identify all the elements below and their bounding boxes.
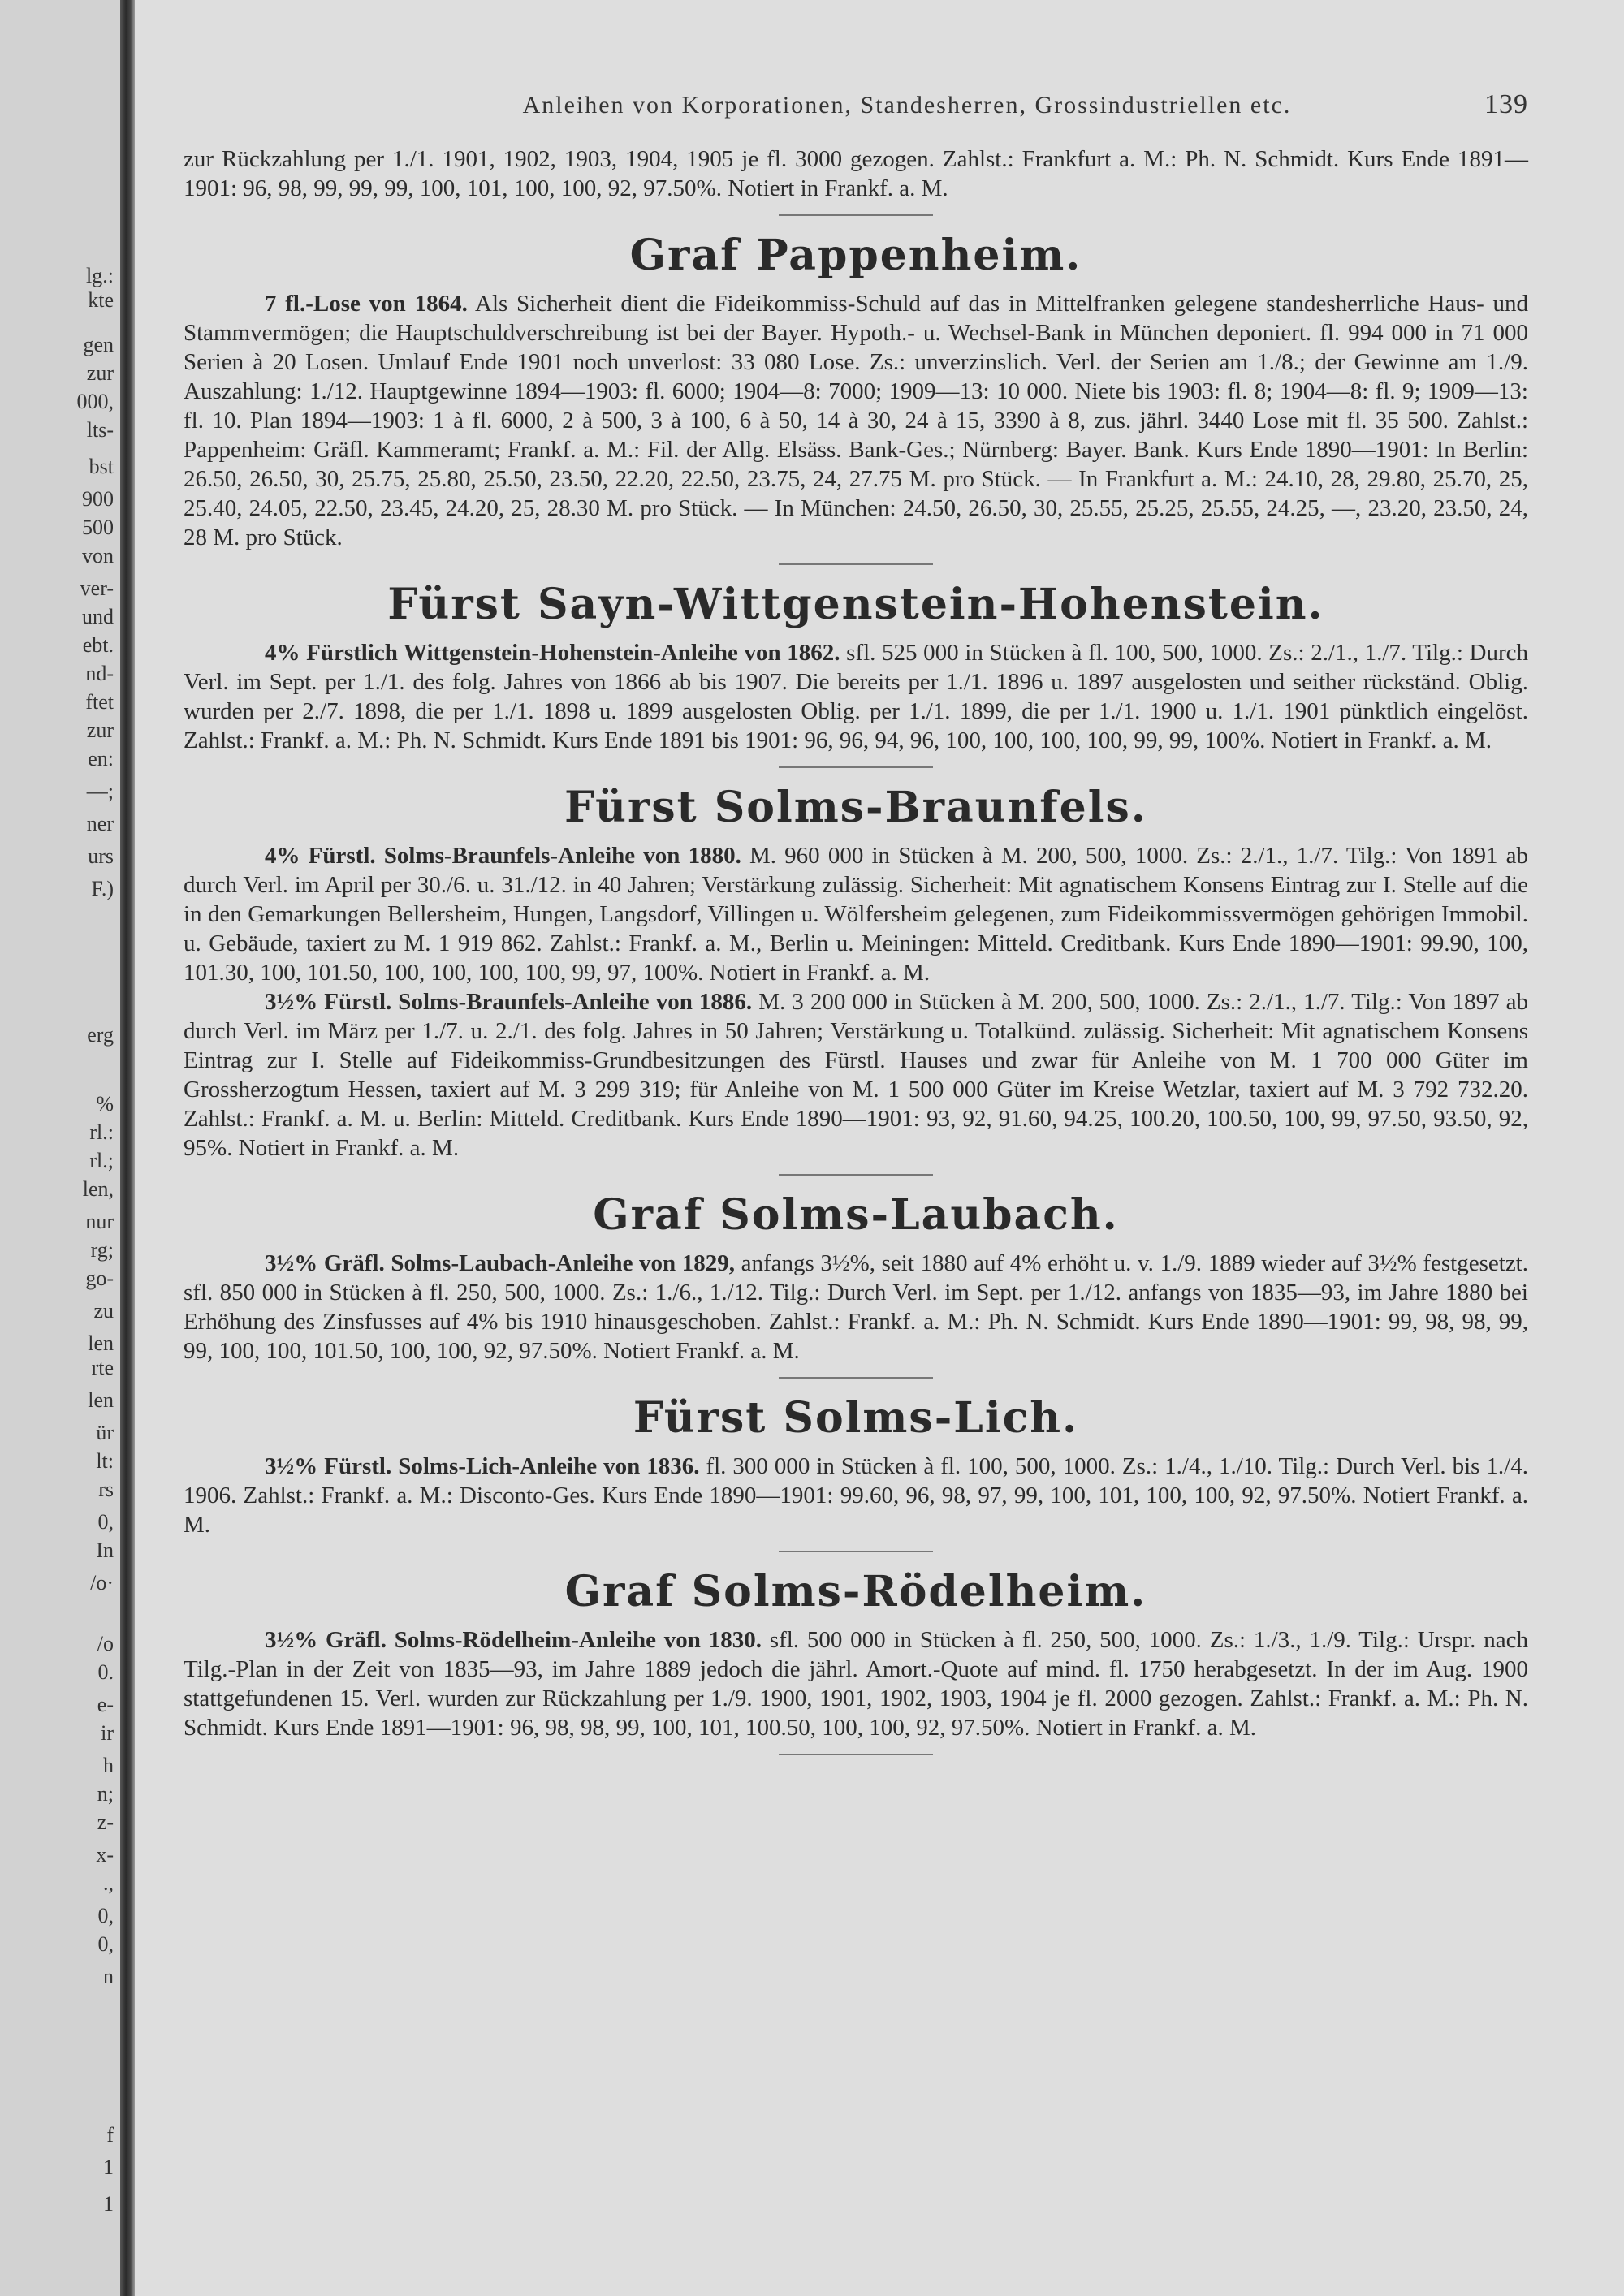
margin-fragment: 0.: [97, 1660, 114, 1684]
margin-fragment: kte: [88, 288, 114, 312]
loan-entry: [184, 289, 1528, 552]
margin-fragment: /o: [97, 1632, 114, 1655]
margin-fragment: und: [82, 605, 114, 628]
loan-details: M. 3 200 000 in Stücken à M. 200, 500, 1000. Zs.: 2./1., 1./7. Tilg.: Von 1897 ab durch Verl. im März per 1./7. u. 2./1. des folg. Jahres in 50 Jahren; Verstärkung u. Totalkünd. zulässig. Sicherheit: Mit agnatischem Konsens Eintrag zur I. Stelle auf Fideikommiss-Grundbesitzungen des Fürstl. Hauses und zwar für Anleihe von M. 1 700 000 Güter im Grossherzogtum Hessen, taxiert auf M. 3 299 319; für Anleihe von M. 1 500 000 Güter im Kreise Wetzlar, taxiert auf M. 3 792 732.20. Zahlst.: Frankf. a. M. u. Berlin: Mitteld. Creditbank. Kurs Ende 1890—1901: 93, 92, 91.60, 94.25, 100.20, 100.50, 100, 99, 97.50, 93.50, 92, 95%. Notiert in Frankf. a. M.: [184, 989, 1529, 1161]
margin-fragment: ür: [96, 1421, 114, 1444]
margin-fragment: go-: [85, 1267, 114, 1290]
margin-fragment: nd-: [85, 662, 114, 685]
loan-entry: [184, 1452, 1528, 1539]
sections-list: [184, 231, 1528, 1755]
section-divider: [779, 766, 933, 768]
margin-fragment: zur: [86, 719, 114, 742]
margin-fragment: ir: [101, 1721, 114, 1745]
margin-fragment: /o·: [90, 1571, 114, 1595]
loan-issue-title: 3½% Gräfl. Solms-Laubach-Anleihe von 1829,: [265, 1250, 736, 1276]
margin-fragment: urs: [88, 844, 114, 868]
loan-entry: [184, 638, 1528, 755]
loan-issue-title: 3½% Fürstl. Solms-Braunfels-Anleihe von 1886.: [265, 989, 753, 1015]
loan-issue-title: 3½% Fürstl. Solms-Lich-Anleihe von 1836.: [265, 1453, 700, 1479]
margin-fragment: .,: [103, 1871, 114, 1895]
section-heading: Fürst Sayn-Wittgenstein-Hohenstein.: [387, 580, 1324, 629]
previous-page-margin: [0, 0, 121, 2296]
loan-entry: [184, 1625, 1528, 1742]
margin-fragment: gen: [83, 333, 114, 356]
margin-fragment: ner: [86, 812, 114, 835]
margin-fragment: rl.;: [89, 1149, 114, 1172]
margin-fragment: n: [103, 1965, 114, 1988]
margin-fragment: x-: [96, 1843, 114, 1867]
section-heading: Fürst Solms-Braunfels.: [564, 783, 1147, 832]
loan-entry: [184, 1249, 1528, 1366]
margin-fragment: von: [82, 544, 114, 568]
loan-details: anfangs 3½%, seit 1880 auf 4% erhöht u. v. 1./9. 1889 wieder auf 3½% festgesetzt. sfl. 850 000 in Stücken à fl. 250, 500, 1000. Zs.: 1./6., 1./12. Tilg.: Durch Verl. im Sept. per 1./12. anfangs von 1835—93, im Jahre 1880 bei Erhöhung des Zinsfusses auf 4% bis 1910 hinausgeschoben. Zahlst.: Frankf. a. M.: Ph. N. Schmidt. Kurs Ende 1890—1901: 99, 98, 98, 99, 99, 100, 100, 101.50, 100, 100, 92, 97.50%. Notiert Frankf. a. M.: [184, 1250, 1528, 1364]
intro-paragraph: zur Rückzahlung per 1./1. 1901, 1902, 1903, 1904, 1905 je fl. 3000 gezogen. Zahlst.: Frankfurt a. M.: Ph. N. Schmidt. Kurs Ende 1891—1901: 96, 98, 99, 99, 99, 100, 101, 100, 100, 92, 97.50%. Notiert in Frankf. a. M.: [184, 146, 1528, 201]
margin-fragment: ebt.: [82, 633, 114, 657]
margin-fragment: 000,: [76, 390, 114, 413]
margin-fragment: f: [106, 2123, 114, 2147]
margin-fragment: In: [96, 1539, 114, 1562]
header-title: Anleihen von Korporationen, Standesherren, Grossindustriellen etc.: [522, 92, 1292, 119]
margin-fragment: nur: [85, 1210, 114, 1233]
margin-fragment: n;: [97, 1782, 114, 1806]
margin-fragment: 0,: [97, 1904, 114, 1927]
margin-fragment: rte: [91, 1356, 114, 1379]
margin-fragment: rl.:: [89, 1120, 114, 1144]
loan-details: Als Sicherheit dient die Fideikommiss-Schuld auf das in Mittelfranken gelegene standesherrliche Haus- und Stammvermögen; die Hauptschuldverschreibung ist bei der Bayer. Hypoth.- u. Wechsel-Bank in München deponiert. fl. 994 000 in 71 000 Serien à 20 Losen. Umlauf Ende 1901 noch unverlost: 33 080 Lose. Zs.: unverzinslich. Verl. der Serien am 1./8.; der Gewinne am 1./9. Auszahlung: 1./12. Hauptgewinne 1894—1903: fl. 6000; 1904—8: 7000; 1909—13: 10 000. Niete bis 1903: fl. 8; 1904—8: fl. 9; 1909—13: fl. 10. Plan 1894—1903: 1 à fl. 6000, 2 à 500, 3 à 100, 6 à 50, 14 à 30, 24 à 15, 3390 à 8, zus. jährl. 3440 Lose mit fl. 35 500. Zahlst.: Pappenheim: Gräfl. Kammeramt; Frankf. a. M.: Fil. der Allg. Elsäss. Bank-Ges.; Nürnberg: Bayer. Bank. Kurs Ende 1890—1901: In Berlin: 26.50, 26.50, 30, 25.75, 25.80, 25.50, 23.50, 22.20, 22.50, 23.75, 24, 27.75 M. pro Stück. — In Frankfurt a. M.: 24.10, 28, 29.80, 25.70, 25, 25.40, 24.05, 22.50, 23.45, 24.20, 25, 28.30 M. pro Stück. — In München: 24.50, 26.50, 30, 25.55, 25.25, 25.55, 24.25, —, 23.20, 23.50, 24, 28 M. pro Stück.: [184, 291, 1529, 550]
page-content: [184, 89, 1528, 1770]
margin-fragment: 900: [82, 487, 114, 511]
running-header: [184, 89, 1528, 120]
section-heading: Graf Solms-Rödelheim.: [564, 1567, 1147, 1616]
page-number: 139: [1484, 89, 1528, 119]
section-heading: Fürst Solms-Lich.: [633, 1393, 1079, 1443]
margin-fragment: len: [88, 1331, 114, 1355]
margin-fragment: rs: [98, 1478, 114, 1501]
margin-fragment: 1: [103, 2156, 114, 2179]
section-divider: [779, 1377, 933, 1379]
loan-issue-title: 4% Fürstlich Wittgenstein-Hohenstein-Anleihe von 1862.: [265, 640, 840, 666]
margin-fragment: h: [103, 1754, 114, 1777]
section-divider: [779, 214, 933, 216]
margin-fragment: F.): [91, 877, 114, 900]
book-gutter: [120, 0, 135, 2296]
margin-fragment: len: [88, 1388, 114, 1412]
margin-fragment: e-: [97, 1693, 114, 1716]
loan-details: sfl. 525 000 in Stücken à fl. 100, 500, 1000. Zs.: 2./1., 1./7. Tilg.: Durch Verl. im Sept. per 1./1. des folg. Jahres von 1866 ab bis 1907. Die bereits per 1./1. 1896 u. 1897 ausgelosten und seither rückständ. Oblig. wurden per 2./7. 1898, die per 1./1. 1898 u. 1899 ausgelosten Oblig. per 1./1. 1899, die per 1./1. 1900 u. 1./1. 1901 pünktlich eingelöst. Zahlst.: Frankf. a. M.: Ph. N. Schmidt. Kurs Ende 1891 bis 1901: 96, 96, 94, 96, 100, 100, 100, 100, 99, 99, 100%. Notiert in Frankf. a. M.: [184, 640, 1529, 753]
margin-fragment: lts-: [86, 418, 114, 442]
loan-entry: [184, 987, 1528, 1163]
margin-fragment: 500: [82, 516, 114, 539]
loan-entry: [184, 841, 1528, 987]
loan-issue-title: 7 fl.-Lose von 1864.: [265, 291, 468, 317]
document-page: [135, 0, 1624, 2296]
margin-fragment: ftet: [85, 690, 114, 714]
margin-fragment: —;: [86, 779, 114, 803]
section-heading: Graf Solms-Laubach.: [593, 1190, 1119, 1240]
loan-issue-title: 4% Fürstl. Solms-Braunfels-Anleihe von 1880.: [265, 843, 741, 869]
margin-fragment: en:: [88, 747, 114, 770]
margin-fragment: bst: [89, 455, 114, 478]
section-heading: Graf Pappenheim.: [629, 231, 1082, 280]
margin-fragment: rg;: [90, 1238, 114, 1262]
loan-details: sfl. 500 000 in Stücken à fl. 250, 500, 1000. Zs.: 1./3., 1./9. Tilg.: Urspr. nach Tilg.-Plan in der Zeit von 1835—93, im Jahre 1889 jedoch die jährl. Amort.-Quote auf mind. fl. 1750 herabgesetzt. In der im Aug. 1900 stattgefundenen 15. Verl. wurden zur Rückzahlung per 1./9. 1900, 1901, 1902, 1903, 1904 je fl. 2000 gezogen. Zahlst.: Frankf. a. M.: Ph. N. Schmidt. Kurs Ende 1891—1901: 96, 98, 98, 99, 100, 101, 100.50, 100, 100, 92, 97.50%. Notiert in Frankf. a. M.: [184, 1627, 1528, 1741]
margin-fragment: lg.:: [86, 264, 114, 287]
margin-fragment: %: [96, 1092, 114, 1116]
margin-fragment: erg: [87, 1023, 114, 1047]
section-divider: [779, 563, 933, 565]
loan-details: M. 960 000 in Stücken à M. 200, 500, 1000. Zs.: 2./1., 1./7. Tilg.: Von 1891 ab durch Verl. im April per 30./6. u. 31./12. in 40 Jahren; Verstärkung zulässig. Sicherheit: Mit agnatischem Konsens Eintrag zur I. Stelle auf die in den Gemarkungen Bellersheim, Hungen, Langsdorf, Villingen u. Wölfersheim gelegenen, zum Fideikommissvermögen gehörigen Immobil. u. Gebäude, taxiert zu M. 1 919 862. Zahlst.: Frankf. a. M., Berlin u. Meiningen: Mitteld. Creditbank. Kurs Ende 1890—1901: 99.90, 100, 101.30, 100, 101.50, 100, 100, 100, 100, 99, 97, 100%. Notiert in Frankf. a. M.: [184, 843, 1529, 986]
loan-details: fl. 300 000 in Stücken à fl. 100, 500, 1000. Zs.: 1./4., 1./10. Tilg.: Durch Verl. bis 1./4. 1906. Zahlst.: Frankf. a. M.: Disconto-Ges. Kurs Ende 1890—1901: 99.60, 96, 98, 97, 99, 100, 101, 100, 100, 92, 97.50%. Notiert Frankf. a. M.: [184, 1453, 1528, 1538]
loan-issue-title: 3½% Gräfl. Solms-Rödelheim-Anleihe von 1830.: [265, 1627, 762, 1653]
margin-fragment: zu: [93, 1299, 114, 1323]
section-divider: [779, 1754, 933, 1755]
margin-fragment: lt:: [96, 1449, 114, 1473]
margin-fragment: len,: [82, 1177, 114, 1201]
margin-fragment: zur: [86, 361, 114, 385]
section-divider: [779, 1174, 933, 1176]
margin-fragment: z-: [97, 1810, 114, 1834]
margin-fragment: 1: [103, 2192, 114, 2216]
margin-fragment: ver-: [80, 576, 114, 600]
section-divider: [779, 1551, 933, 1552]
margin-fragment: 0,: [97, 1510, 114, 1534]
margin-fragment: 0,: [97, 1932, 114, 1956]
